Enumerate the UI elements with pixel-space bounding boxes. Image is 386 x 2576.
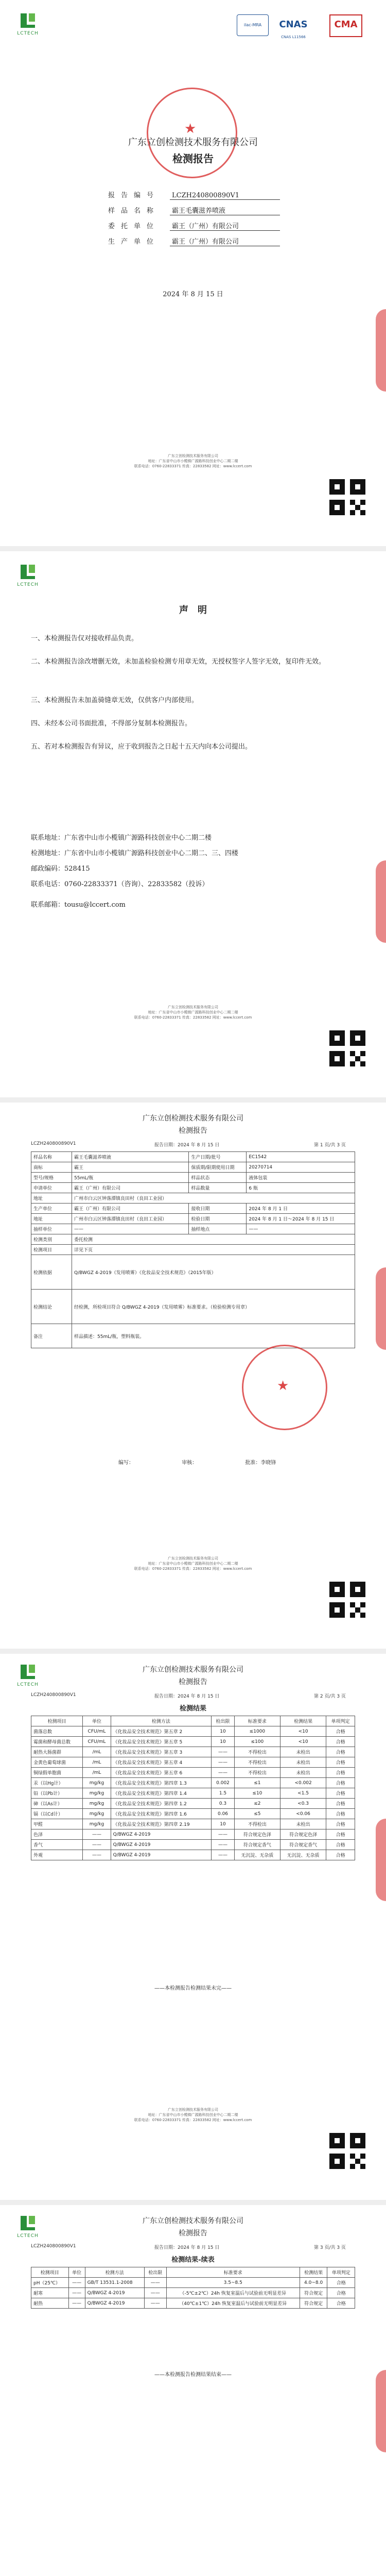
table-cell: 铅（以Pb计） <box>31 1788 83 1799</box>
edge-seal <box>376 1819 386 1901</box>
table-cell: 合格 <box>327 2288 355 2298</box>
info-value: —— <box>72 1224 189 1234</box>
table-cell: —— <box>144 2298 166 2309</box>
page-company: 广东立创检测技术服务有限公司 <box>143 1114 243 1123</box>
table-cell: <0.06 <box>280 1809 326 1819</box>
table-cell: 《化妆品安全技术规范》第五章 4 <box>111 1757 212 1768</box>
edge-seal <box>376 860 386 943</box>
contact-lab-address: 检测地址：广东省中山市小榄镇广源路科技创业中心二期二、三、四楼 <box>31 850 239 857</box>
table-cell: 合格 <box>326 1788 355 1799</box>
results-subtitle: 检测结果 <box>179 1705 206 1713</box>
edge-seal <box>376 1267 386 1350</box>
table-row <box>31 1747 355 1757</box>
info-footer <box>0 1556 386 1571</box>
table-cell: 不得检出 <box>234 1768 280 1778</box>
table-cell: /mL <box>83 1747 111 1757</box>
cma-icon: CMA <box>329 14 362 37</box>
table-cell: 0.3 <box>212 1799 235 1809</box>
table-cell: 符合规定香气 <box>280 1840 326 1850</box>
table-cell: —— <box>83 1829 111 1840</box>
table-cell: 《化妆品安全技术规范》第四章 1.2 <box>111 1799 212 1809</box>
field-value: 霸王毛囊滋养喷液 <box>170 205 280 215</box>
table-cell: 合格 <box>326 1799 355 1809</box>
table-row <box>31 1819 355 1829</box>
declaration-item: 五、若对本检测报告有异议，应于收到报告之日起十五天内向本公司提出。 <box>31 743 252 751</box>
table-cell: Q/BWGZ 4-2019 <box>85 2298 144 2309</box>
lctech-logo-icon <box>17 10 38 31</box>
footer-line: 联系电话：0760-22833371 传真：22833582 网址：www.lccert.com <box>134 1567 252 1571</box>
cover-page <box>0 0 386 546</box>
signature-row <box>118 1458 324 1466</box>
table-row <box>31 1809 355 1819</box>
info-value: 霸王 <box>72 1162 189 1173</box>
page-divider <box>0 1649 386 1654</box>
table-cell: 砷（以As计） <box>31 1799 83 1809</box>
qr-code-icon <box>329 1030 365 1066</box>
table-cell: 合格 <box>326 1809 355 1819</box>
table-row <box>31 1204 355 1214</box>
edge-seal <box>376 2370 386 2452</box>
info-value: 2024 年 8 月 1 日 <box>247 1204 355 1214</box>
footer-line: 地址：广东省中山市小榄镇广源路科技创业中心二期二楼 <box>148 1562 238 1566</box>
info-label: 保质期/限期使用日期 <box>189 1162 247 1173</box>
table-cell: —— <box>68 2298 85 2309</box>
results-continued-table <box>31 2267 355 2309</box>
footer-line: 广东立创检测技术服务有限公司 <box>168 1556 218 1561</box>
column-header: 单位 <box>83 1716 111 1726</box>
table-row <box>31 2298 355 2309</box>
page-company: 广东立创检测技术服务有限公司 <box>143 1666 243 1674</box>
info-label: 检测项目 <box>31 1245 72 1255</box>
table-cell: 《化妆品安全技术规范》第五章 2 <box>111 1726 212 1737</box>
info-label: 检测类别 <box>31 1234 72 1245</box>
cnas-icon: CNAS <box>279 19 308 30</box>
table-cell: 霉菌和酵母菌总数 <box>31 1737 83 1747</box>
table-cell: Q/BWGZ 4-2019 <box>111 1829 212 1840</box>
cover-field-producer <box>108 236 280 246</box>
table-cell: 合格 <box>326 1737 355 1747</box>
cover-footer <box>0 453 386 469</box>
field-value: 霸王（广州）有限公司 <box>170 236 280 246</box>
info-value: 详见下页 <box>72 1245 355 1255</box>
sig-approver: 批准：李晓锋 <box>245 1460 276 1466</box>
table-cell: —— <box>212 1829 235 1840</box>
column-header: 检出限 <box>144 2267 166 2278</box>
info-label: 样品名称 <box>31 1152 72 1162</box>
logo-text: LCTECH <box>17 582 39 587</box>
table-cell: 镉（以Cd计） <box>31 1809 83 1819</box>
column-header: 检出限 <box>212 1716 235 1726</box>
contact-email: 联系邮箱：tousu@lccert.com <box>31 901 126 909</box>
table-row <box>31 1245 355 1255</box>
table-cell: 无沉淀、无杂质 <box>234 1850 280 1860</box>
lctech-logo-icon <box>17 562 38 582</box>
column-header: 检测项目 <box>31 1716 83 1726</box>
cover-date: 2024 年 8 月 15 日 <box>163 291 223 298</box>
report-number: LCZH240800890V1 <box>31 1692 76 1698</box>
results-footer <box>0 2107 386 2123</box>
report-info-page <box>0 1103 386 1649</box>
ilac-mra-icon: ilac-MRA <box>237 14 269 36</box>
table-cell: Q/BWGZ 4-2019 <box>85 2288 144 2298</box>
table-cell: 3.5~8.5 <box>166 2278 300 2288</box>
info-value: 液体包装 <box>247 1173 355 1183</box>
table-cell: 《化妆品安全技术规范》第五章 6 <box>111 1768 212 1778</box>
results-continued-subtitle: 检测结果-续表 <box>171 2256 215 2264</box>
seal-star-icon: ★ <box>277 1378 289 1394</box>
report-date: 报告日期：2024 年 8 月 15 日 <box>154 2245 220 2250</box>
info-value: 霸王（广州）有限公司 <box>72 1204 189 1214</box>
table-row <box>31 1788 355 1799</box>
table-cell: 菌落总数 <box>31 1726 83 1737</box>
table-cell: —— <box>144 2288 166 2298</box>
table-cell: 合格 <box>326 1840 355 1850</box>
table-cell: 1.5 <box>212 1788 235 1799</box>
seal-star-icon: ★ <box>184 121 197 137</box>
table-cell: 耐热大肠菌群 <box>31 1747 83 1757</box>
edge-seal <box>376 309 386 392</box>
table-cell: ≤2 <box>234 1799 280 1809</box>
info-value: 广州市白云区钟落潭镇良田村（良田工业园） <box>72 1193 355 1204</box>
table-row <box>31 1214 355 1224</box>
table-cell: 未检出 <box>280 1819 326 1829</box>
page-number: 第 2 页/共 3 页 <box>314 1694 346 1699</box>
table-cell: mg/kg <box>83 1799 111 1809</box>
table-row <box>31 1183 355 1193</box>
table-cell: ≤5 <box>234 1809 280 1819</box>
declaration-item: 二、本检测报告涂改增删无效，未加盖检验检测专用章无效，无授权签字人签字无效，复印件无效。 <box>31 658 326 666</box>
logo-text: LCTECH <box>17 1682 39 1687</box>
qr-code-icon <box>329 1582 365 1618</box>
declaration-title: 声 明 <box>179 605 207 616</box>
table-row <box>31 1737 355 1747</box>
footer-line: 联系电话：0760-22833371 传真：22833582 网址：www.lccert.com <box>134 464 252 468</box>
info-value: 6 瓶 <box>247 1183 355 1193</box>
info-label: 商标 <box>31 1162 72 1173</box>
table-cell: 不得检出 <box>234 1757 280 1768</box>
table-cell: （-5℃±2℃）24h 恢复室温后与试验前无明显差异 <box>166 2288 300 2298</box>
table-cell: mg/kg <box>83 1809 111 1819</box>
table-row <box>31 1840 355 1850</box>
table-cell: ≤10 <box>234 1788 280 1799</box>
table-cell: 0.06 <box>212 1809 235 1819</box>
page-company: 广东立创检测技术服务有限公司 <box>143 2217 243 2225</box>
info-value: 2024 年 8 月 1 日～2024 年 8 月 15 日 <box>247 1214 355 1224</box>
table-cell: 《化妆品安全技术规范》第四章 1.3 <box>111 1778 212 1788</box>
table-cell: 合格 <box>326 1829 355 1840</box>
info-value: Q/BWGZ 4-2019（发用喷雾）《化妆品安全技术规范》（2015年版） <box>72 1255 355 1290</box>
info-value: —— <box>247 1224 355 1234</box>
table-cell: （40℃±1℃）24h 恢复室温后与试验前无明显差异 <box>166 2298 300 2309</box>
table-row <box>31 1768 355 1778</box>
table-cell: 《化妆品安全技术规范》第四章 2.19 <box>111 1819 212 1829</box>
info-label: 地址 <box>31 1214 72 1224</box>
table-cell: 符合规定香气 <box>234 1840 280 1850</box>
table-cell: —— <box>212 1757 235 1768</box>
page-number: 第 1 页/共 3 页 <box>314 1143 346 1148</box>
info-label: 型号/规格 <box>31 1173 72 1183</box>
declaration-item: 三、本检测报告未加盖骑缝章无效，仅供客户内部使用。 <box>31 697 199 704</box>
declaration-item: 四、未经本公司书面批准，不得部分复制本检测报告。 <box>31 720 192 727</box>
table-cell: <0.3 <box>280 1799 326 1809</box>
table-cell: mg/kg <box>83 1819 111 1829</box>
qr-code-icon <box>329 479 365 515</box>
info-label: 地址 <box>31 1193 72 1204</box>
footer-line: 联系电话：0760-22833371 传真：22833582 网址：www.lccert.com <box>134 2118 252 2122</box>
info-value: 经检测，所检项目符合 Q/BWGZ 4-2019（发用喷雾）标准要求。（检验检测专用章） <box>72 1290 355 1324</box>
declaration-item: 一、本检测报告仅对接收样品负责。 <box>31 635 138 642</box>
footer-line: 广东立创检测技术服务有限公司 <box>168 2108 218 2112</box>
cert-caption: CNAS L11566 <box>281 35 306 39</box>
table-cell: 色泽 <box>31 1829 83 1840</box>
table-cell: 耐寒 <box>31 2288 69 2298</box>
table-row <box>31 1850 355 1860</box>
cover-title: 检测报告 <box>172 152 214 165</box>
info-label: 检测结论 <box>31 1290 72 1324</box>
table-cell: 未检出 <box>280 1747 326 1757</box>
company-logo <box>15 562 40 587</box>
table-cell: pH（25℃） <box>31 2278 69 2288</box>
table-cell: /mL <box>83 1768 111 1778</box>
table-row <box>31 1799 355 1809</box>
table-cell: 未检出 <box>280 1757 326 1768</box>
field-label: 委托单位 <box>108 223 160 230</box>
logo-text: LCTECH <box>17 2233 39 2239</box>
table-row <box>31 1324 355 1348</box>
table-cell: /mL <box>83 1757 111 1768</box>
page-divider <box>0 2200 386 2205</box>
table-row <box>31 1778 355 1788</box>
table-cell: 不得检出 <box>234 1747 280 1757</box>
column-header: 单项判定 <box>326 1716 355 1726</box>
table-row <box>31 2288 355 2298</box>
footer-line: 广东立创检测技术服务有限公司 <box>168 1005 218 1009</box>
page-title: 检测报告 <box>179 1678 207 1686</box>
column-header: 检测方法 <box>111 1716 212 1726</box>
cover-field-sample <box>108 205 280 215</box>
table-cell: 《化妆品安全技术规范》第四章 1.6 <box>111 1809 212 1819</box>
cert-logos <box>237 14 376 40</box>
table-row <box>31 1152 355 1162</box>
table-cell: —— <box>83 1850 111 1860</box>
info-label: 接收日期 <box>189 1204 247 1214</box>
table-cell: 10 <box>212 1726 235 1737</box>
info-value: 霸王（广州）有限公司 <box>72 1183 189 1193</box>
table-cell: 不得检出 <box>234 1819 280 1829</box>
sig-reviewer: 审核： <box>182 1460 198 1466</box>
contact-address: 联系地址：广东省中山市小榄镇广源路科技创业中心二期二楼 <box>31 834 212 842</box>
column-header: 标准要求 <box>234 1716 280 1726</box>
info-label: 申请单位 <box>31 1183 72 1193</box>
declaration-page <box>0 551 386 1097</box>
table-cell: mg/kg <box>83 1788 111 1799</box>
logo-text: LCTECH <box>17 31 39 36</box>
info-value: 55mL/瓶 <box>72 1173 189 1183</box>
table-cell: —— <box>68 2288 85 2298</box>
table-cell: Q/BWGZ 4-2019 <box>111 1850 212 1860</box>
sig-writer: 编写： <box>118 1460 134 1466</box>
footer-line: 地址：广东省中山市小榄镇广源路科技创业中心二期二楼 <box>148 459 238 463</box>
table-cell: 符合规定 <box>300 2288 327 2298</box>
table-cell: 耐热 <box>31 2298 69 2309</box>
table-cell: 无沉淀、无杂质 <box>280 1850 326 1860</box>
cover-field-client <box>108 221 280 231</box>
info-label: 检测依据 <box>31 1255 72 1290</box>
info-value: 霸王毛囊滋养喷液 <box>72 1152 189 1162</box>
table-row <box>31 1234 355 1245</box>
table-cell: —— <box>212 1840 235 1850</box>
table-cell: <1.5 <box>280 1788 326 1799</box>
table-cell: 合格 <box>326 1778 355 1788</box>
results-page <box>0 1654 386 2200</box>
info-label: 生产单位 <box>31 1204 72 1214</box>
table-cell: —— <box>83 1840 111 1850</box>
table-row <box>31 1290 355 1324</box>
table-cell: ≤1 <box>234 1778 280 1788</box>
info-label: 检验日期 <box>189 1214 247 1224</box>
table-cell: Q/BWGZ 4-2019 <box>111 1840 212 1850</box>
table-cell: 合格 <box>326 1747 355 1757</box>
table-cell: 合格 <box>327 2298 355 2309</box>
info-label: 备注 <box>31 1324 72 1348</box>
table-cell: <0.002 <box>280 1778 326 1788</box>
column-header: 检测结果 <box>300 2267 327 2278</box>
page-number: 第 3 页/共 3 页 <box>314 2245 346 2250</box>
table-cell: 4.0~8.0 <box>300 2278 327 2288</box>
report-number: LCZH240800890V1 <box>31 2244 76 2249</box>
info-label: 抽样地点 <box>189 1224 247 1234</box>
cover-company: 广东立创检测技术服务有限公司 <box>128 137 258 148</box>
field-value: 霸王（广州）有限公司 <box>170 221 280 231</box>
column-header: 标准要求 <box>166 2267 300 2278</box>
footer-line: 广东立创检测技术服务有限公司 <box>168 454 218 458</box>
table-cell: 合格 <box>326 1768 355 1778</box>
info-value: EC1542 <box>247 1152 355 1162</box>
table-cell: 合格 <box>327 2278 355 2288</box>
table-cell: 《化妆品安全技术规范》第五章 3 <box>111 1747 212 1757</box>
table-row <box>31 1193 355 1204</box>
table-cell: <10 <box>280 1726 326 1737</box>
table-cell: —— <box>212 1850 235 1860</box>
footer-line: 地址：广东省中山市小榄镇广源路科技创业中心二期二楼 <box>148 1010 238 1014</box>
page-title: 检测报告 <box>179 1127 207 1135</box>
contact-phone: 联系电话：0760-22833371（咨询）、22833582（投诉） <box>31 880 209 888</box>
field-value: LCZH240800890V1 <box>170 192 280 200</box>
table-row <box>31 1224 355 1234</box>
table-row <box>31 1173 355 1183</box>
page-divider <box>0 1097 386 1103</box>
company-logo <box>15 10 40 36</box>
info-label: 抽样单位 <box>31 1224 72 1234</box>
table-cell: 外观 <box>31 1850 83 1860</box>
table-cell: GB/T 13531.1-2008 <box>85 2278 144 2288</box>
table-row <box>31 1726 355 1737</box>
sample-info-table <box>31 1151 355 1348</box>
table-cell: 未检出 <box>280 1768 326 1778</box>
table-row <box>31 1757 355 1768</box>
table-cell: mg/kg <box>83 1778 111 1788</box>
field-label: 生产单位 <box>108 238 160 246</box>
table-cell: 汞（以Hg计） <box>31 1778 83 1788</box>
page-divider <box>0 546 386 551</box>
column-header: 单位 <box>68 2267 85 2278</box>
field-label: 样品名称 <box>108 207 160 215</box>
info-value: 样品描述：55mL/瓶，塑料瓶装。 <box>72 1324 355 1348</box>
table-cell: 金黄色葡萄球菌 <box>31 1757 83 1768</box>
table-row <box>31 1162 355 1173</box>
cover-field-report-no <box>108 190 280 200</box>
table-cell: 甲醛 <box>31 1819 83 1829</box>
table-cell: 《化妆品安全技术规范》第四章 1.4 <box>111 1788 212 1799</box>
footer-line: 地址：广东省中山市小榄镇广源路科技创业中心二期二楼 <box>148 2113 238 2117</box>
results-table <box>31 1716 355 1860</box>
info-value: 委托检测 <box>72 1234 355 1245</box>
report-date: 报告日期：2024 年 8 月 15 日 <box>154 1694 220 1699</box>
report-date: 报告日期：2024 年 8 月 15 日 <box>154 1143 220 1148</box>
table-cell: 《化妆品安全技术规范》第五章 5 <box>111 1737 212 1747</box>
page-title: 检测报告 <box>179 2229 207 2238</box>
table-row <box>31 1255 355 1290</box>
column-header: 单项判定 <box>327 2267 355 2278</box>
results-note: ——本检测报告检测结果未完—— <box>154 1986 232 1991</box>
column-header: 检测结果 <box>280 1716 326 1726</box>
qr-code-icon <box>329 2133 365 2169</box>
table-cell: CFU/mL <box>83 1737 111 1747</box>
table-cell: <10 <box>280 1737 326 1747</box>
table-cell: —— <box>68 2278 85 2288</box>
results-continued-page <box>0 2205 386 2576</box>
declaration-footer <box>0 1005 386 1020</box>
table-cell: 符合规定色泽 <box>234 1829 280 1840</box>
table-cell: 合格 <box>326 1819 355 1829</box>
table-cell: —— <box>212 1768 235 1778</box>
table-cell: 10 <box>212 1737 235 1747</box>
info-label: 样品数量 <box>189 1183 247 1193</box>
table-cell: 香气 <box>31 1840 83 1850</box>
table-row <box>31 2278 355 2288</box>
info-label: 样品状态 <box>189 1173 247 1183</box>
report-number: LCZH240800890V1 <box>31 1141 76 1146</box>
table-cell: —— <box>212 1747 235 1757</box>
table-cell: 0.002 <box>212 1778 235 1788</box>
table-cell: CFU/mL <box>83 1726 111 1737</box>
table-cell: ≤100 <box>234 1737 280 1747</box>
table-cell: 符合规定色泽 <box>280 1829 326 1840</box>
field-label: 报告编号 <box>108 192 160 199</box>
table-cell: 铜绿假单胞菌 <box>31 1768 83 1778</box>
footer-line: 联系电话：0760-22833371 传真：22833582 网址：www.lccert.com <box>134 1015 252 1020</box>
info-label: 生产日期/批号 <box>189 1152 247 1162</box>
info-value: 20270714 <box>247 1162 355 1173</box>
table-cell: 合格 <box>326 1850 355 1860</box>
table-cell: 合格 <box>326 1726 355 1737</box>
table-cell: 符合规定 <box>300 2298 327 2309</box>
column-header: 检测方法 <box>85 2267 144 2278</box>
results-end-note: ——本检测报告检测结果结束—— <box>154 2372 232 2378</box>
table-cell: 10 <box>212 1819 235 1829</box>
contact-postcode: 邮政编码：528415 <box>31 865 90 873</box>
table-cell: ≤1000 <box>234 1726 280 1737</box>
info-value: 广州市白云区钟落潭镇良田村（良田工业园） <box>72 1214 189 1224</box>
table-cell: 合格 <box>326 1757 355 1768</box>
table-row <box>31 1829 355 1840</box>
table-cell: —— <box>144 2278 166 2288</box>
column-header: 检测项目 <box>31 2267 69 2278</box>
